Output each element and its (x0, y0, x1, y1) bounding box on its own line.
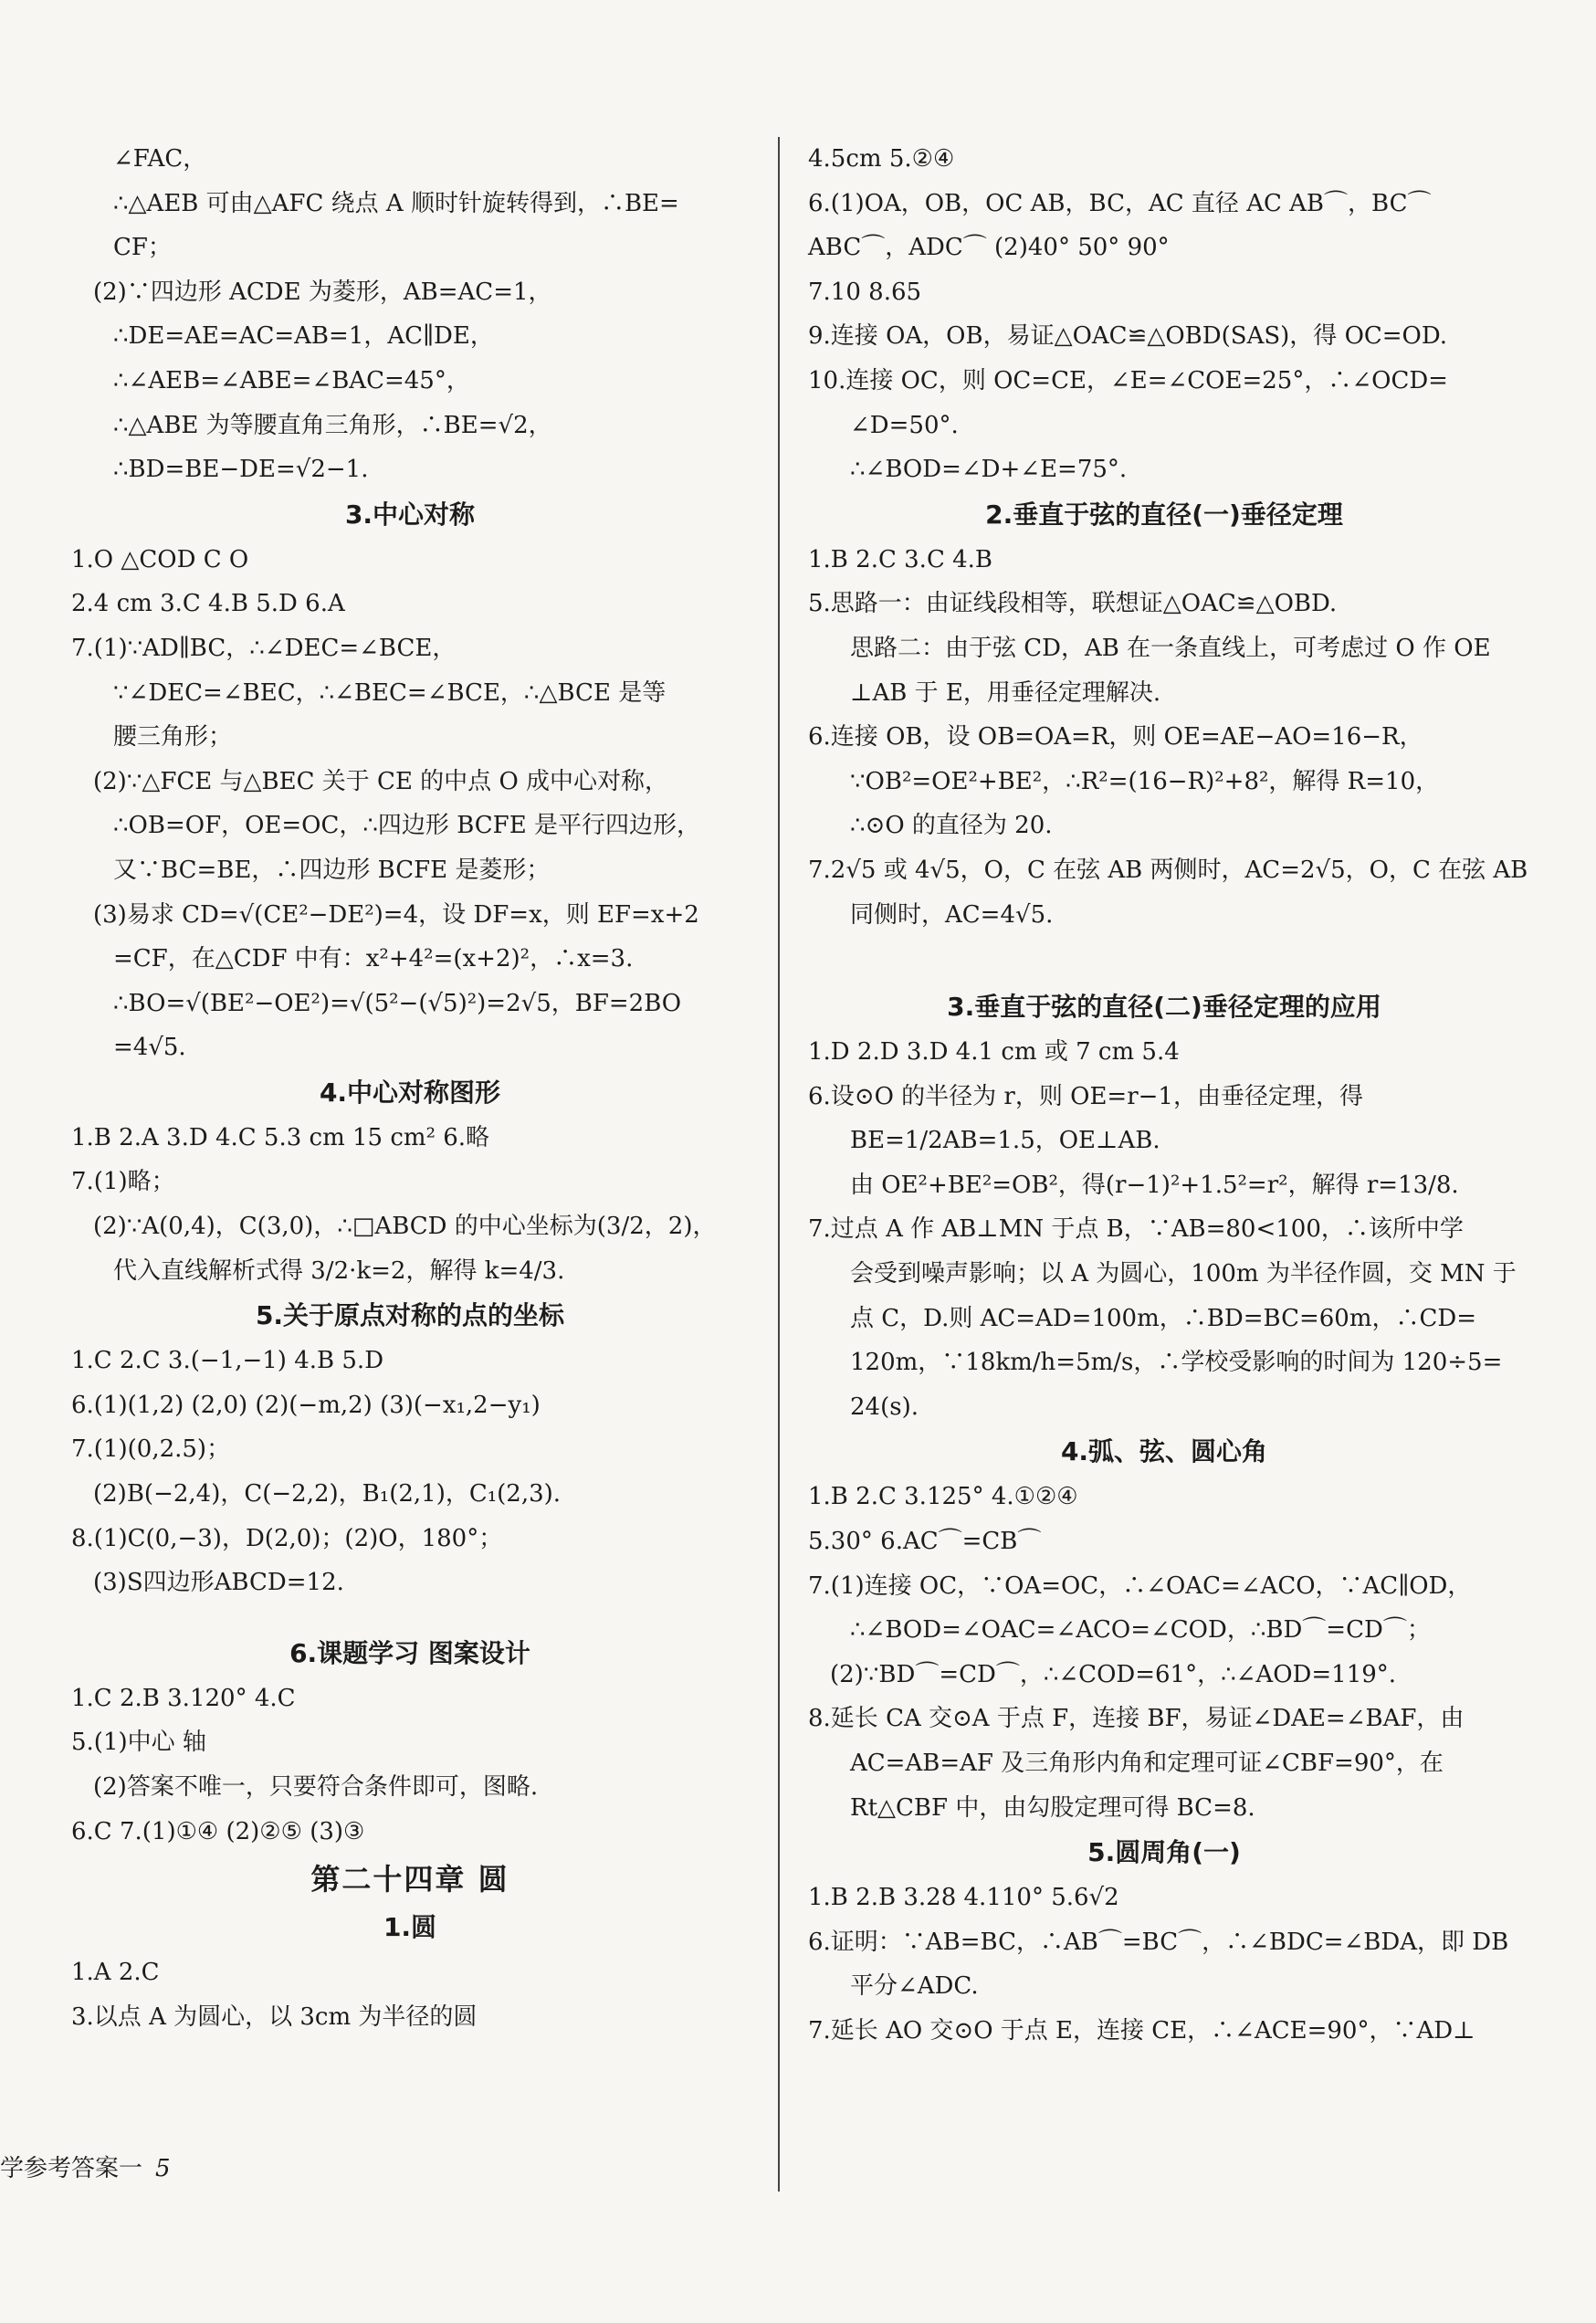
left-column (71, 137, 749, 2039)
answer-line: 同侧时，AC=4√5. (850, 900, 1054, 929)
answer-line: 5.(1)中心 轴 (71, 1729, 206, 1757)
answer-line: 1.B 2.C 3.C 4.B (808, 545, 993, 573)
answer-line: ∴∠BOD=∠OAC=∠ACO=∠COD，∴BD⌒=CD⌒； (850, 1616, 1431, 1645)
answer-line: AC=AB=AF 及三角形内角和定理可证∠CBF=90°，在 (850, 1750, 1444, 1777)
section-heading: 5.关于原点对称的点的坐标 (255, 1300, 565, 1331)
answer-line: 3.以点 A 为圆心，以 3cm 为半径的圆 (71, 2002, 478, 2031)
answer-line: 7.过点 A 作 AB⊥MN 于点 B，∵AB=80<100，∴该所中学 (808, 1215, 1464, 1244)
answer-line: 1.A 2.C (71, 1959, 160, 1987)
answer-line: 1.B 2.A 3.D 4.C 5.3 cm 15 cm² 6.略 (71, 1123, 490, 1151)
answer-line: ∵OB²=OE²+BE²，∴R²=(16−R)²+8²，解得 R=10， (850, 767, 1440, 795)
answer-line: ∴⊙O 的直径为 20. (850, 812, 1053, 840)
answer-line: ∴∠AEB=∠ABE=∠BAC=45°， (113, 366, 470, 394)
answer-line: (2)答案不唯一，只要符合条件即可，图略. (93, 1773, 539, 1801)
answer-line: 6.(1)OA，OB，OC AB，BC，AC 直径 AC AB⌒，BC⌒ (808, 189, 1432, 217)
answer-line: ∴△AEB 可由△AFC 绕点 A 顺时针旋转得到，∴BE= (113, 189, 679, 217)
answer-line: (2)∵A(0,4)，C(3,0)，∴□ABCD 的中心坐标为(3/2，2)， (93, 1213, 717, 1241)
spacer (71, 1605, 749, 1631)
answer-line: 10.连接 OC，则 OC=CE，∠E=∠COE=25°，∴∠OCD= (808, 366, 1448, 394)
answer-line: ∵∠DEC=∠BEC，∴∠BEC=∠BCE，∴△BCE 是等 (113, 678, 667, 707)
answer-line: ABC⌒，ADC⌒ (2)40° 50° 90° (808, 234, 1170, 262)
answer-line: ∠D=50°. (850, 411, 959, 439)
right-column (808, 137, 1528, 2054)
answer-line: 1.B 2.C 3.125° 4.①②④ (808, 1483, 1078, 1511)
answer-line: (2)B(−2,4)，C(−2,2)，B₁(2,1)，C₁(2,3). (93, 1480, 562, 1508)
answer-line: ∴DE=AE=AC=AB=1，AC∥DE， (113, 322, 494, 351)
answer-line: =4√5. (113, 1034, 186, 1062)
answer-line: 1.C 2.C 3.(−1,−1) 4.B 5.D (71, 1347, 384, 1375)
section-heading: 1.圆 (383, 1912, 437, 1943)
answer-line: (2)∵BD⌒=CD⌒，∴∠COD=61°，∴∠AOD=119°. (830, 1660, 1397, 1688)
answer-line: 6.连接 OB，设 OB=OA=R，则 OE=AE−AO=16−R， (808, 723, 1423, 752)
answer-line: 6.C 7.(1)①④ (2)②⑤ (3)③ (71, 1817, 365, 1845)
answer-line: 1.B 2.B 3.28 4.110° 5.6√2 (808, 1884, 1119, 1912)
answer-line: 7.(1)略； (71, 1168, 175, 1196)
answer-line: 8.延长 CA 交⊙A 于点 F，连接 BF，易证∠DAE=∠BAF，由 (808, 1705, 1465, 1733)
answer-line: 腰三角形； (113, 723, 233, 752)
answer-line: ⊥AB 于 E，用垂径定理解决. (850, 678, 1161, 707)
answer-line: 4.5cm 5.②④ (808, 145, 955, 173)
answer-line: (2)∵△FCE 与△BEC 关于 CE 的中点 O 成中心对称， (93, 767, 669, 795)
answer-line: 24(s). (850, 1393, 919, 1421)
answer-line: (3)易求 CD=√(CE²−DE²)=4，设 DF=x，则 EF=x+2 (93, 900, 699, 929)
answer-line: 代入直线解析式得 3/2·k=2，解得 k=4/3. (113, 1256, 565, 1285)
answer-line: 6.证明：∵AB=BC，∴AB⌒=BC⌒，∴∠BDC=∠BDA，即 DB (808, 1928, 1509, 1956)
answer-line: 又∵BC=BE，∴四边形 BCFE 是菱形； (113, 856, 551, 884)
section-heading: 3.中心对称 (344, 499, 476, 530)
answer-line: ∴BO=√(BE²−OE²)=√(5²−(√5)²)=2√5，BF=2BO (113, 989, 682, 1017)
answer-line: 6.(1)(1,2) (2,0) (2)(−m,2) (3)(−x₁,2−y₁) (71, 1391, 541, 1419)
section-heading: 3.垂直于弦的直径(二)垂径定理的应用 (947, 992, 1381, 1023)
answer-line: BE=1/2AB=1.5，OE⊥AB. (850, 1127, 1160, 1155)
answer-line: =CF，在△CDF 中有：x²+4²=(x+2)²，∴x=3. (113, 945, 634, 973)
answer-line: ∴BD=BE−DE=√2−1. (113, 456, 369, 484)
answer-line: 1.D 2.D 3.D 4.1 cm 或 7 cm 5.4 (808, 1038, 1180, 1067)
answer-line: 1.O △COD C O (71, 545, 249, 573)
answer-line: 7.(1)(0,2.5)； (71, 1435, 231, 1464)
column-divider (778, 137, 780, 2192)
answer-line: 9.连接 OA，OB，易证△OAC≌△OBD(SAS)，得 OC=OD. (808, 322, 1448, 351)
answer-line: 平分∠ADC. (850, 1972, 979, 2001)
answer-line: CF； (113, 234, 172, 262)
answer-line: 6.设⊙O 的半径为 r，则 OE=r−1，由垂径定理，得 (808, 1082, 1363, 1110)
section-heading: 2.垂直于弦的直径(一)垂径定理 (985, 499, 1343, 530)
answer-line: 7.(1)连接 OC，∵OA=OC，∴∠OAC=∠ACO，∵AC∥OD， (808, 1571, 1472, 1600)
spacer (808, 937, 1520, 984)
section-heading: 4.弧、弦、圆心角 (1060, 1436, 1268, 1467)
answer-line: Rt△CBF 中，由勾股定理可得 BC=8. (850, 1793, 1255, 1822)
chapter-heading: 第二十四章 圆 (310, 1862, 509, 1897)
answer-line: 7.延长 AO 交⊙O 于点 E，连接 CE，∴∠ACE=90°，∵AD⊥ (808, 2016, 1475, 2044)
answer-line: 120m，∵18km/h=5m/s，∴学校受影响的时间为 120÷5= (850, 1349, 1503, 1377)
answer-line: 5.30° 6.AC⌒=CB⌒ (808, 1528, 1042, 1556)
section-heading: 4.中心对称图形 (319, 1077, 501, 1108)
answer-line: ∴∠BOD=∠D+∠E=75°. (850, 456, 1128, 484)
answer-line: 7.10 8.65 (808, 278, 922, 306)
answer-line: ∴△ABE 为等腰直角三角形，∴BE=√2， (113, 411, 552, 439)
answer-line: 会受到噪声影响；以 A 为圆心，100m 为半径作圆，交 MN 于 (850, 1260, 1517, 1288)
answer-line: 7.2√5 或 4√5，O，C 在弦 AB 两侧时，AC=2√5，O，C 在弦 AB (808, 856, 1528, 884)
page-footer (0, 2150, 171, 2183)
footer-label: 学参考答案一 (0, 2155, 143, 2182)
answer-line: 2.4 cm 3.C 4.B 5.D 6.A (71, 590, 345, 618)
answer-line: 1.C 2.B 3.120° 4.C (71, 1684, 296, 1712)
answer-line: ∠FAC， (113, 145, 207, 173)
answer-line: 5.思路一：由证线段相等，联想证△OAC≌△OBD. (808, 590, 1338, 618)
answer-line: (3)S四边形ABCD=12. (93, 1569, 344, 1597)
page-number: 5 (155, 2155, 171, 2182)
answer-line: ∴OB=OF，OE=OC，∴四边形 BCFE 是平行四边形， (113, 812, 700, 840)
section-heading: 6.课题学习 图案设计 (289, 1637, 530, 1668)
section-heading: 5.圆周角(一) (1087, 1837, 1241, 1868)
answer-line: 点 C，D.则 AC=AD=100m，∴BD=BC=60m，∴CD= (850, 1304, 1477, 1332)
answer-line: (2)∵四边形 ACDE 为菱形，AB=AC=1， (93, 278, 552, 306)
answer-line: 思路二：由于弦 CD，AB 在一条直线上，可考虑过 O 作 OE (850, 634, 1491, 662)
answer-line: 7.(1)∵AD∥BC，∴∠DEC=∠BCE， (71, 634, 457, 662)
answer-line: 8.(1)C(0,−3)，D(2,0)；(2)O，180°； (71, 1524, 503, 1552)
answer-line: 由 OE²+BE²=OB²，得(r−1)²+1.5²=r²，解得 r=13/8. (850, 1171, 1459, 1199)
